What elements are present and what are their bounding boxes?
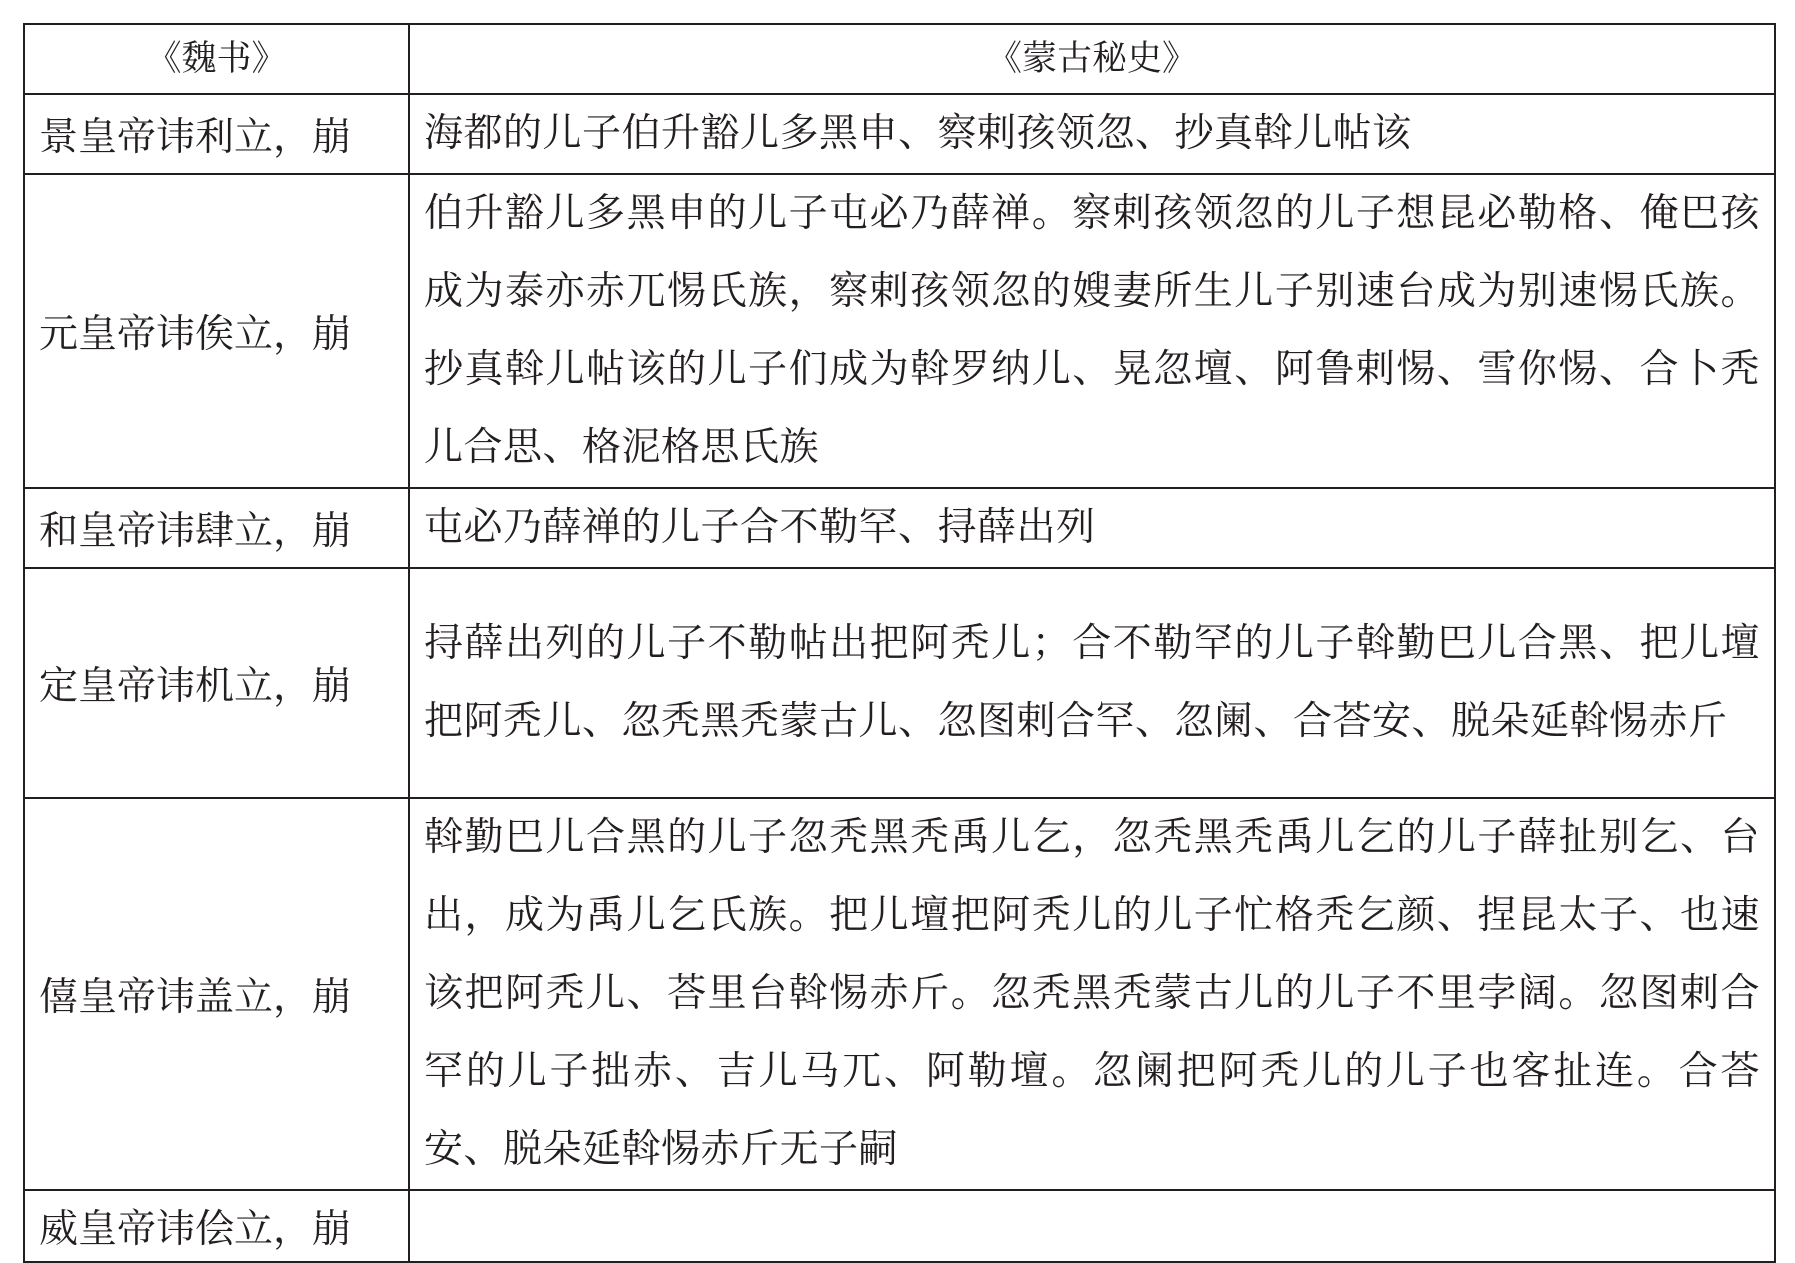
secret-history-cell: 屯必乃薛禅的儿子合不勒罕、挦薛出列: [409, 488, 1775, 568]
table-row: [24, 488, 1775, 568]
wei-shu-cell: 元皇帝讳俟立，崩: [24, 174, 409, 488]
header-wei-shu: 《魏书》: [24, 24, 409, 94]
table-body: [24, 94, 1775, 1262]
table-row: [24, 798, 1775, 1190]
wei-shu-cell: 僖皇帝讳盖立，崩: [24, 798, 409, 1190]
table-row: [24, 568, 1775, 798]
secret-history-cell: 斡勤巴儿合黑的儿子忽秃黑秃禹儿乞，忽秃黑秃禹儿乞的儿子薛扯别乞、台出，成为禹儿乞氏族。把儿壇把阿秃儿的儿子忙格秃乞颜、捏昆太子、也速该把阿秃儿、荅里台斡惕赤斤。忽秃黑秃蒙古儿的儿子不里孛阔。忽图剌合罕的儿子拙赤、吉儿马兀、阿勒壇。忽阑把阿秃儿的儿子也客扯连。合荅安、脱朵延斡惕赤斤无子嗣: [409, 798, 1775, 1190]
table-header: [24, 24, 1775, 94]
secret-history-cell: 海都的儿子伯升豁儿多黑申、察剌孩领忽、抄真斡儿帖该: [409, 94, 1775, 174]
secret-history-cell: 挦薛出列的儿子不勒帖出把阿秃儿；合不勒罕的儿子斡勤巴儿合黑、把儿壇把阿秃儿、忽秃黑秃蒙古儿、忽图剌合罕、忽阑、合荅安、脱朵延斡惕赤斤: [409, 568, 1775, 798]
secret-history-cell: 伯升豁儿多黑申的儿子屯必乃薛禅。察剌孩领忽的儿子想昆必勒格、俺巴孩成为泰亦赤兀惕氏族，察剌孩领忽的嫂妻所生儿子别速台成为别速惕氏族。抄真斡儿帖该的儿子们成为斡罗纳儿、晃忽壇、阿鲁剌惕、雪你惕、合卜秃儿合思、格泥格思氏族: [409, 174, 1775, 488]
header-secret-history: 《蒙古秘史》: [409, 24, 1775, 94]
wei-shu-cell: 和皇帝讳肆立，崩: [24, 488, 409, 568]
table-row: [24, 94, 1775, 174]
comparison-table: [23, 23, 1776, 1263]
table-row: [24, 1190, 1775, 1262]
header-row: [24, 24, 1775, 94]
secret-history-cell: [409, 1190, 1775, 1262]
wei-shu-cell: 威皇帝讳侩立，崩: [24, 1190, 409, 1262]
wei-shu-cell: 定皇帝讳机立，崩: [24, 568, 409, 798]
wei-shu-cell: 景皇帝讳利立，崩: [24, 94, 409, 174]
table-row: [24, 174, 1775, 488]
